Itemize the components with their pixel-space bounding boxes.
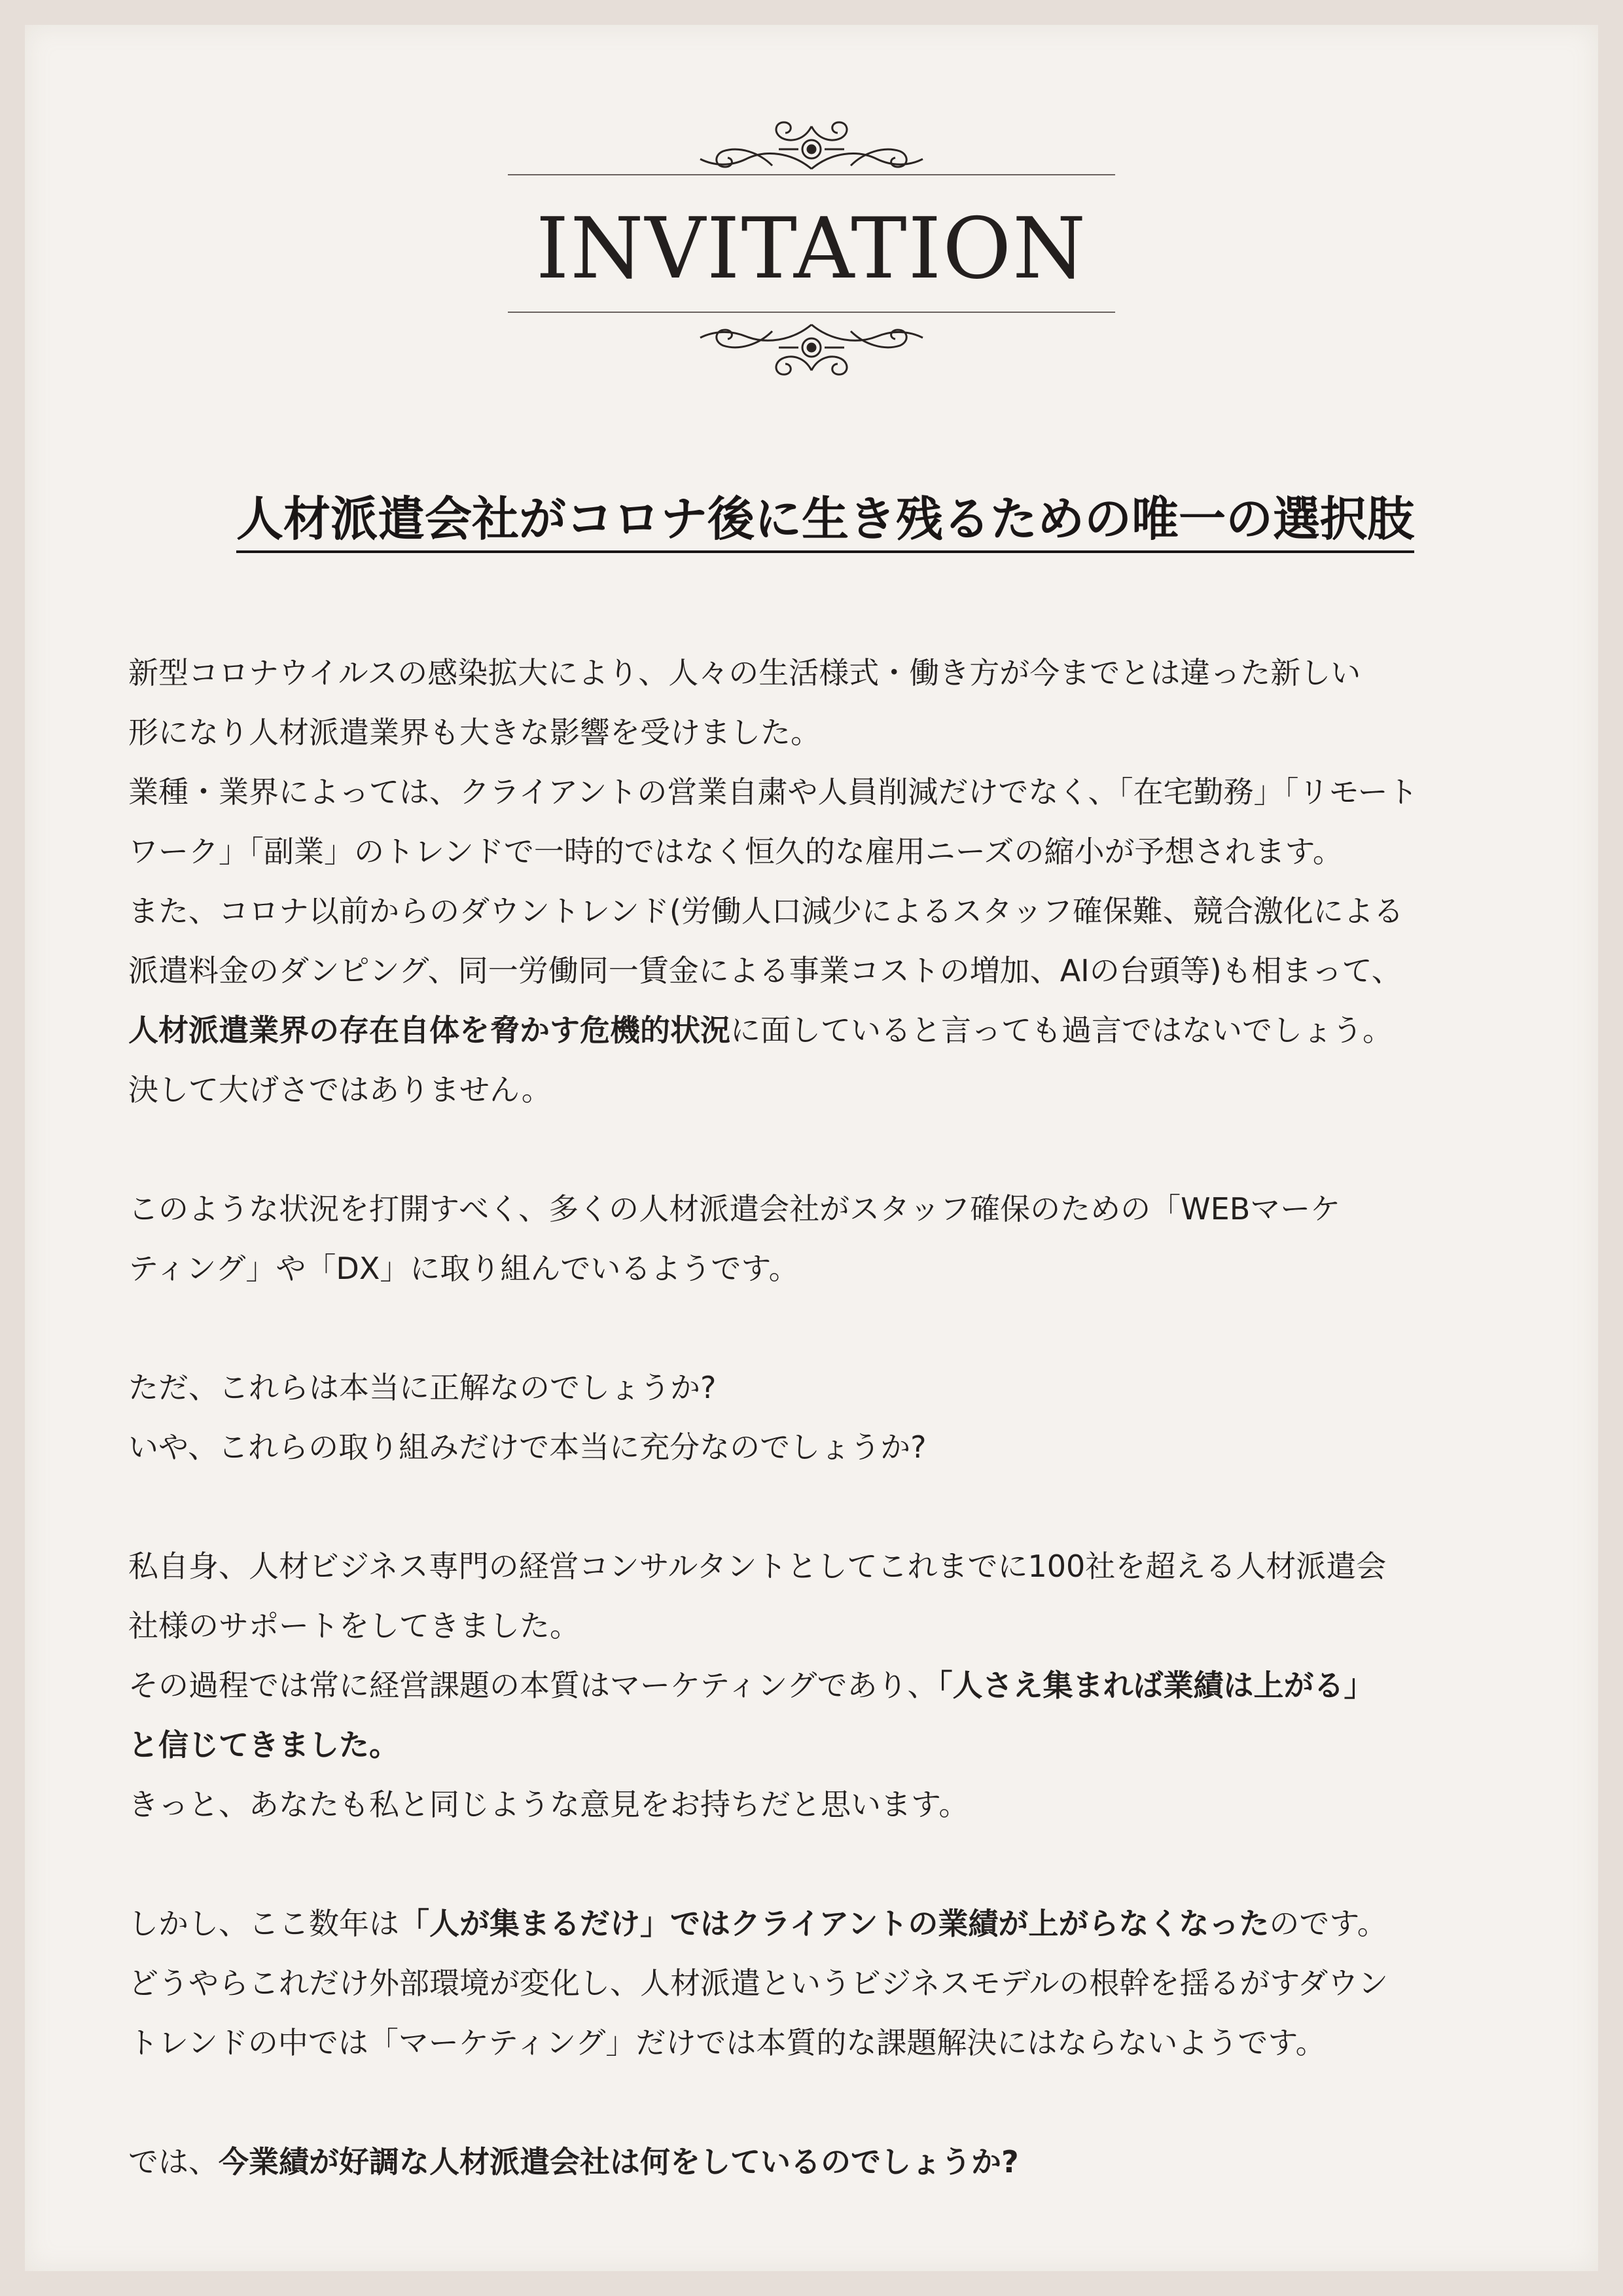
paragraph-line: 派遣料金のダンピング、同一労働同一賃金による事業コストの増加、AIの台頭等)も相まって、 (128, 953, 1402, 988)
paragraph-line (128, 1001, 1535, 1060)
paragraph-line: どうやらこれだけ外部環境が変化し、人材派遣というビジネスモデルの根幹を揺るがすダウン (128, 1965, 1389, 2001)
invitation-title: INVITATION (535, 200, 1088, 298)
paragraph-gap (128, 1835, 1535, 1894)
paragraph-text: その過程では常に経営課題の本質はマーケティングであり、 (128, 1668, 938, 1703)
paragraph-line: また、コロナ以前からのダウントレンド(労働人口減少によるスタッフ確保難、競合激化による (128, 893, 1404, 929)
invitation-page (25, 25, 1598, 2271)
emphasis-text: 「人さえ集まれば業績は上がる」 (937, 1668, 1374, 1703)
paragraph-text: に面していると言っても過言ではないでしょう。 (730, 1013, 1393, 1048)
paragraph-line: トレンドの中では「マーケティング」だけでは本質的な課題解決にはならないようです。 (128, 2025, 1326, 2060)
emphasis-line: と信じてきました。 (128, 1727, 399, 1763)
paragraph-gap (128, 2073, 1535, 2132)
paragraph-line: ワーク」「副業」のトレンドで一時的ではなく恒久的な雇用ニーズの縮小が予想されます。 (128, 834, 1343, 869)
paragraph-line (128, 2132, 1535, 2192)
emphasis-text: 人材派遣業界の存在自体を脅かす危機的状況 (128, 1013, 730, 1048)
headline (122, 483, 1529, 555)
paragraph-line: 私自身、人材ビジネス専門の経営コンサルタントとしてこれまでに100社を超える人材派遣会 (128, 1549, 1387, 1584)
paragraph-gap (128, 1477, 1535, 1537)
emphasis-text: 今業績が好調な人材派遣会社は何をしているのでしょうか? (219, 2144, 1019, 2179)
headline-text: 人材派遣会社がコロナ後に生き残るための唯一の選択肢 (236, 491, 1414, 553)
paragraph-text: では、 (128, 2144, 219, 2179)
paragraph-line: きっと、あなたも私と同じような意見をお持ちだと思います。 (128, 1787, 969, 1822)
paragraph-line: 形になり人材派遣業界も大きな影響を受けました。 (128, 715, 821, 750)
paragraph-line: ただ、これらは本当に正解なのでしょうか? (128, 1370, 717, 1405)
paragraph-text: しかし、ここ数年は (128, 1906, 399, 1941)
paragraph-line: このような状況を打開すべく、多くの人材派遣会社がスタッフ確保のための「WEBマーケ (128, 1191, 1341, 1227)
paragraph-text: のです。 (1269, 1906, 1387, 1941)
paragraph-line: ティング」や「DX」に取り組んでいるようです。 (128, 1251, 799, 1286)
paragraph-line: 新型コロナウイルスの感染拡大により、人々の生活様式・働き方が今までとは違った新しい (128, 655, 1361, 691)
paragraph-line: 社様のサポートをしてきました。 (128, 1608, 580, 1643)
paragraph-gap (128, 1299, 1535, 1358)
paragraph-line (128, 1656, 1535, 1715)
invitation-header (25, 25, 1598, 391)
body-text (128, 643, 1535, 2192)
divider-rule-top (508, 174, 1115, 175)
emphasis-text: 「人が集まるだけ」ではクライアントの業績が上がらなくなった (399, 1906, 1270, 1941)
paragraph-line: いや、これらの取り組みだけで本当に充分なのでしょうか? (128, 1429, 927, 1465)
paragraph-line: 決して大げさではありません。 (128, 1072, 552, 1107)
paragraph-line: 業種・業界によっては、クライアントの営業自粛や人員削減だけでなく、「在宅勤務」「リモート (128, 774, 1418, 810)
flourish-ornament-bottom-icon (694, 312, 929, 384)
paragraph-gap (128, 1120, 1535, 1179)
paragraph-line (128, 1894, 1535, 1954)
